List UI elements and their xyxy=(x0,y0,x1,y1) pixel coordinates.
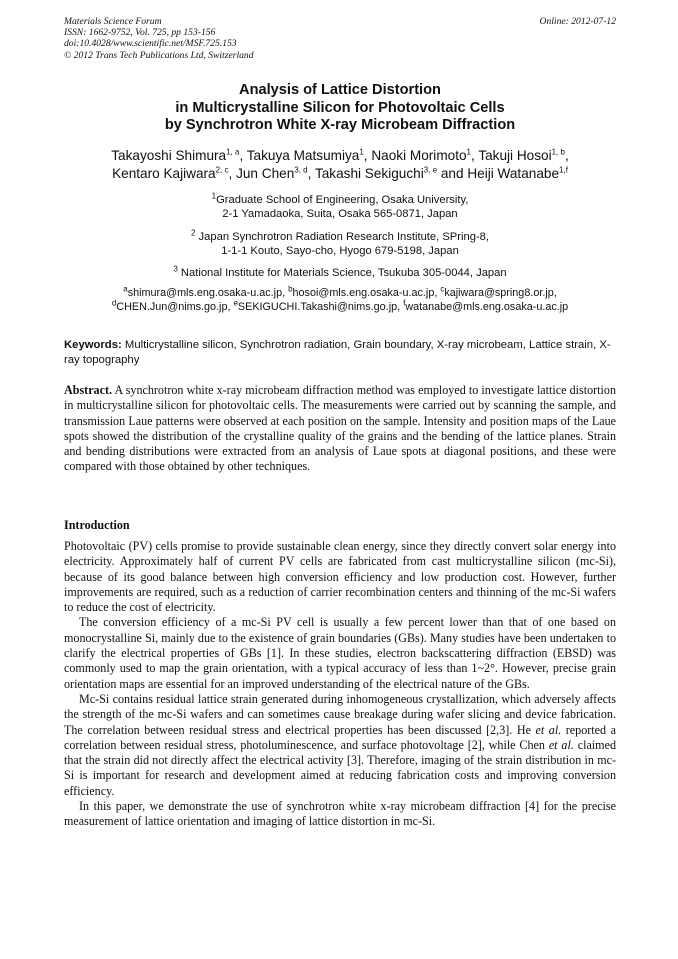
text-run-italic: et al. xyxy=(535,722,562,737)
journal-issn: ISSN: 1662-9752, Vol. 725, pp 153-156 xyxy=(64,27,216,39)
section-heading-introduction: Introduction xyxy=(64,518,130,532)
paragraph xyxy=(64,692,616,799)
author-name: Jun Chen xyxy=(236,166,295,181)
affiliation-address: 2-1 Yamadaoka, Suita, Osaka 565-0871, Japan xyxy=(222,208,458,220)
affiliation-2 xyxy=(64,230,616,258)
affiliation-line: Japan Synchrotron Radiation Research Institute, SPring-8, xyxy=(195,231,489,243)
email-mark: c xyxy=(440,284,445,294)
paragraph: The conversion efficiency of a mc-Si PV cell is usually a few percent lower than that of one based on monocrystalline Si, mainly due to the existence of grain boundaries (GBs). Many studies have been undertaken to clarify the electrical properties of GBs [1]. In these studies, electron backscattering diffraction (EBSD) was commonly used to map the grain orientation, with a typical accuracy of less than 1~2°. However, precise grain orientation maps are essential for an improved understanding of the electrical nature of the GBs. xyxy=(64,615,616,691)
email-address[interactable]: watanabe@mls.eng.osaka-u.ac.jp xyxy=(405,301,569,313)
paragraph: Photovoltaic (PV) cells promise to provide sustainable clean energy, since they directly convert solar energy into electricity. Approximately half of current PV cells are fabricated from cast multicrystalline silicon (mc-Si), because of its good balance between high conversion efficiency and low production cost. However, further improvements are required, such as a reduction of carrier recombination centers and thinning of the mc-Si wafers to reduce the cost of electricity. xyxy=(64,539,616,615)
abstract-label: Abstract. xyxy=(64,383,113,397)
author-affil-mark: 3, d xyxy=(294,165,308,175)
email-mark: d xyxy=(111,298,117,308)
affiliation-line: National Institute for Materials Science, Tsukuba 305-0044, Japan xyxy=(177,267,507,279)
author-list xyxy=(58,147,622,183)
keywords-label: Keywords: xyxy=(64,339,122,351)
affiliation-line: Graduate School of Engineering, Osaka University, xyxy=(216,194,469,206)
text-run: Mc-Si contains residual lattice strain generated during inhomogeneous crystallization, which adversely affects the strength of the mc-Si wafers and can sometimes cause breakage during wafer slicing and device fabrication. The correlation between residual stress and electrical properties has been discussed [2,3]. He xyxy=(64,691,616,737)
author-sep: , xyxy=(363,148,372,163)
email-mark: b xyxy=(288,284,293,294)
affiliation-1 xyxy=(64,193,616,221)
abstract-text: A synchrotron white x-ray microbeam diffraction method was employed to investigate lattice distortion in multicrystalline silicon for photovoltaic cells. The measurements were carried out by scanning the sample, and transmission Laue patterns were observed at each position on the sample. Intensity and position maps of the Laue spots showed the distribution of the crystalline quality of the grains and the bending of the lattice planes. Strain and bending distributions were extracted from an analysis of Laue spots at diagonal positions, and these were compared with those obtained by other techniques. xyxy=(64,383,616,474)
affiliation-3 xyxy=(64,266,616,280)
journal-name: Materials Science Forum xyxy=(64,16,162,27)
abstract xyxy=(64,383,616,475)
email-address[interactable]: kajiwara@spring8.or.jp, xyxy=(444,287,557,299)
author-sep: , xyxy=(564,148,569,163)
email-mark: f xyxy=(403,298,406,308)
text-run: claimed that the strain did not directly affect the electrical activity [3]. Therefore, imaging of the strain distribution in mc-Si is important for research and development aimed at reducing fabrication costs and improving conversion efficiency. xyxy=(64,737,616,798)
author-name: Heiji Watanabe xyxy=(467,166,560,181)
affiliation-mark: 3 xyxy=(173,264,178,274)
email-address[interactable]: SEKIGUCHI.Takashi@nims.go.jp xyxy=(237,301,398,313)
author-sep: , xyxy=(228,166,237,181)
title-line-1: Analysis of Lattice Distortion xyxy=(239,82,441,98)
author-affil-mark: 1,f xyxy=(559,165,568,175)
author-sep: , xyxy=(471,148,479,163)
author-sep: and xyxy=(437,166,468,181)
affiliation-address: 1-1-1 Kouto, Sayo-cho, Hyogo 679-5198, Japan xyxy=(221,245,459,257)
author-name: Takayoshi Shimura xyxy=(111,148,227,163)
email-address[interactable]: hosoi@mls.eng.osaka-u.ac.jp xyxy=(292,287,435,299)
author-name: Takuya Matsumiya xyxy=(246,148,360,163)
author-sep: , xyxy=(239,148,247,163)
title-line-3: by Synchrotron White X-ray Microbeam Diffraction xyxy=(164,117,516,133)
author-sep: , xyxy=(307,166,315,181)
text-run: reported a correlation between residual stress, photoluminescence, and surface photovoltage [2], while Chen xyxy=(64,722,616,752)
author-affil-mark: 1, a xyxy=(226,147,240,157)
text-run-italic: et al. xyxy=(548,737,574,752)
email-address[interactable]: shimura@mls.eng.osaka-u.ac.jp xyxy=(127,287,283,299)
author-name: Takashi Sekiguchi xyxy=(314,166,424,181)
author-name: Takuji Hosoi xyxy=(478,148,552,163)
affiliation-mark: 2 xyxy=(191,228,196,238)
online-date: Online: 2012-07-12 xyxy=(539,16,616,27)
author-affil-mark: 1, b xyxy=(551,147,565,157)
email-address[interactable]: CHEN.Jun@nims.go.jp xyxy=(116,301,228,313)
keywords-text: Multicrystalline silicon, Synchrotron radiation, Grain boundary, X-ray microbeam, Lattice strain, X-ray topography xyxy=(64,339,611,366)
keywords xyxy=(64,338,616,368)
author-affil-mark: 2, c xyxy=(215,165,229,175)
paper-title xyxy=(64,82,616,135)
email-sep: , xyxy=(282,287,289,299)
author-affil-mark: 3, e xyxy=(423,165,438,175)
email-sep: , xyxy=(397,301,404,313)
journal-doi: doi:10.4028/www.scientific.net/MSF.725.153 xyxy=(64,38,237,50)
email-line-2 xyxy=(58,300,622,314)
affiliation-mark: 1 xyxy=(211,191,217,201)
author-affil-mark: 1 xyxy=(359,147,364,157)
title-line-2: in Multicrystalline Silicon for Photovoltaic Cells xyxy=(175,99,505,116)
email-list xyxy=(58,286,622,314)
author-affil-mark: 1 xyxy=(466,147,471,157)
author-name: Kentaro Kajiwara xyxy=(112,166,216,181)
journal-header xyxy=(64,16,616,61)
author-line-1 xyxy=(58,147,622,165)
author-line-2 xyxy=(58,165,622,183)
email-mark: e xyxy=(233,298,238,308)
email-mark: a xyxy=(123,284,128,294)
paragraph: In this paper, we demonstrate the use of synchrotron white x-ray microbeam diffraction [4] for the precise measurement of lattice orientation and imaging of lattice distortion in mc-Si. xyxy=(64,799,616,829)
journal-copyright: © 2012 Trans Tech Publications Ltd, Switzerland xyxy=(64,49,254,61)
author-name: Naoki Morimoto xyxy=(371,148,467,163)
email-line-1 xyxy=(58,286,622,300)
email-sep: , xyxy=(434,287,441,299)
introduction-body xyxy=(64,539,616,830)
email-sep: , xyxy=(227,301,234,313)
